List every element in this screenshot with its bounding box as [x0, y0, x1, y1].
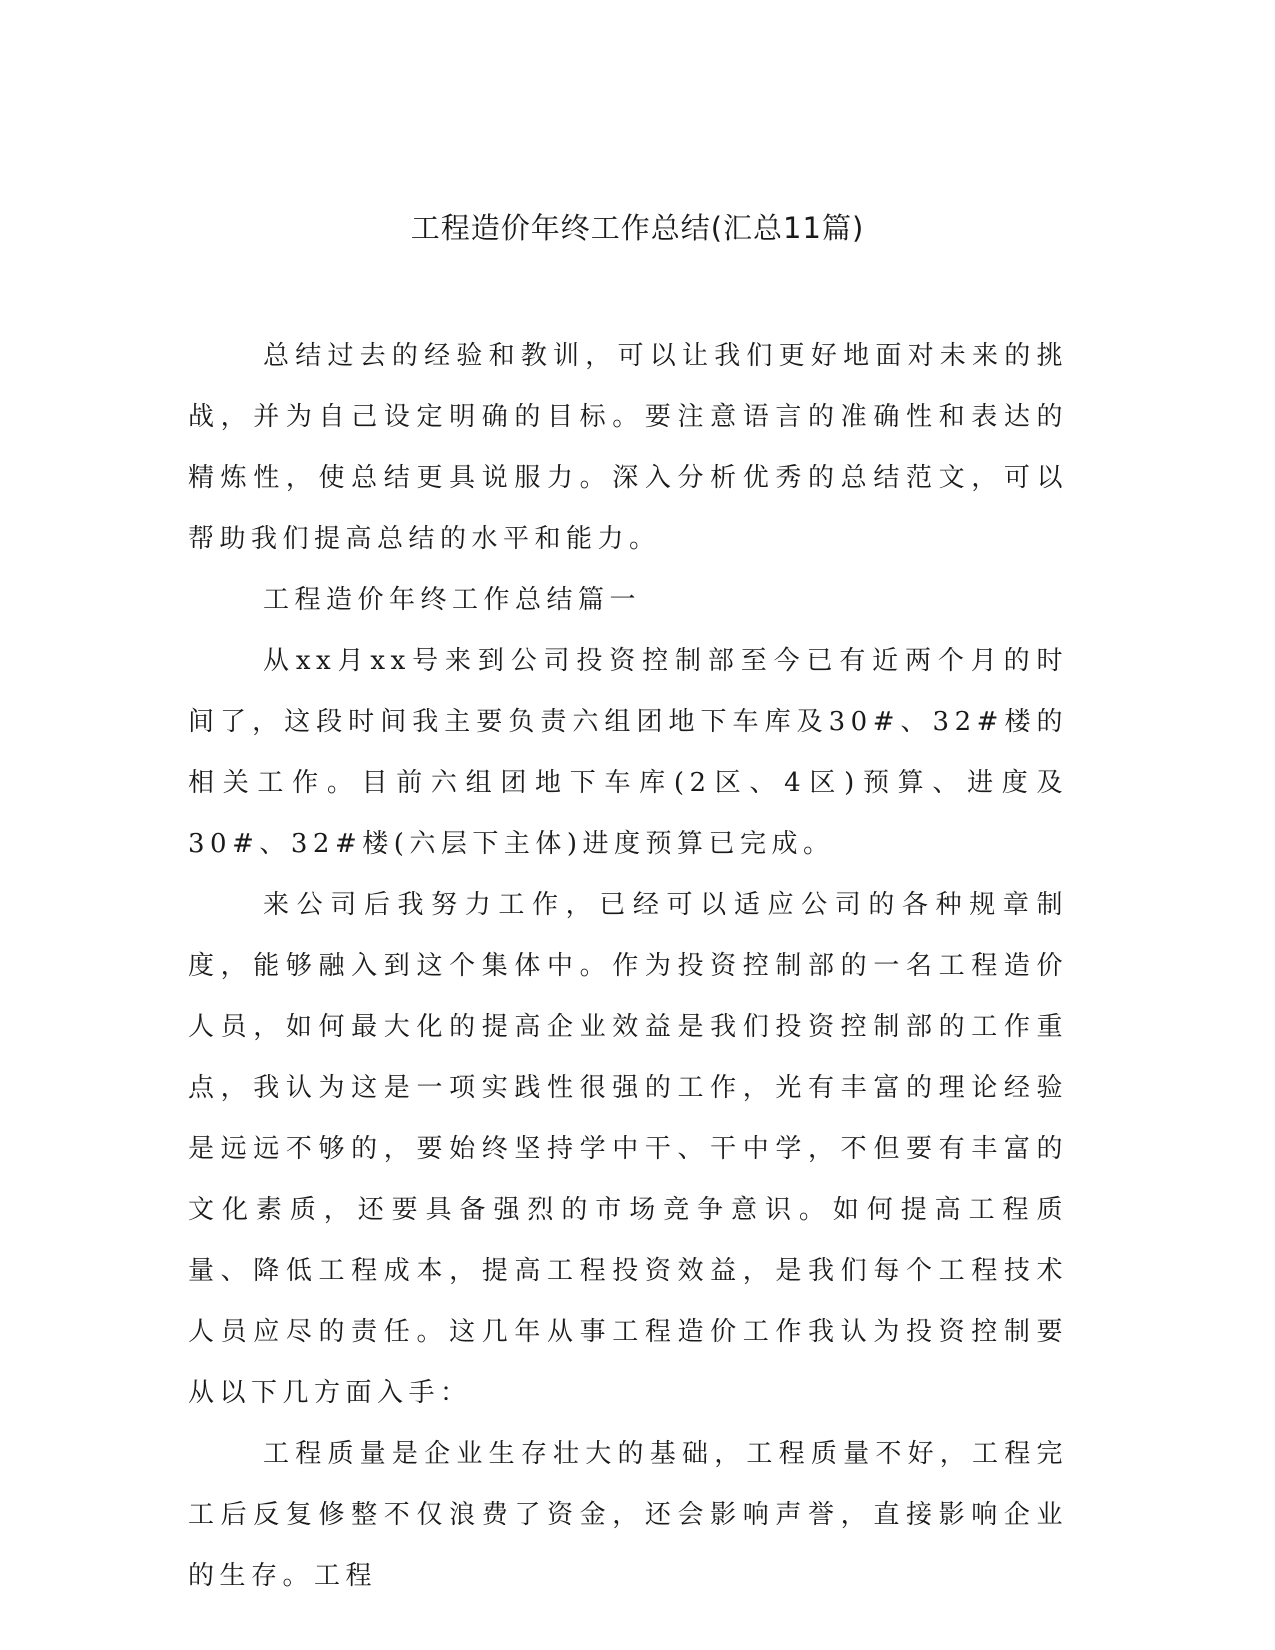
intro-paragraph: 总结过去的经验和教训，可以让我们更好地面对未来的挑战，并为自己设定明确的目标。要注意语言的准确性和表达的精炼性，使总结更具说服力。深入分析优秀的总结范文，可以帮助我们提高总结的水平和能力。	[188, 341, 1068, 554]
document-body	[188, 326, 1068, 1607]
document-title: 工程造价年终工作总结(汇总11篇)	[410, 211, 865, 245]
body-paragraph: 来公司后我努力工作，已经可以适应公司的各种规章制度，能够融入到这个集体中。作为投资控制部的一名工程造价人员，如何最大化的提高企业效益是我们投资控制部的工作重点，我认为这是一项实践性很强的工作，光有丰富的理论经验是远远不够的，要始终坚持学中干、干中学，不但要有丰富的文化素质，还要具备强烈的市场竞争意识。如何提高工程质量、降低工程成本，提高工程投资效益，是我们每个工程技术人员应尽的责任。这几年从事工程造价工作我认为投资控制要从以下几方面入手：	[188, 890, 1068, 1408]
section-heading: 工程造价年终工作总结篇一	[263, 585, 642, 615]
body-paragraph: 从xx月xx号来到公司投资控制部至今已有近两个月的时间了，这段时间我主要负责六组团地下车库及30#、32#楼的相关工作。目前六组团地下车库(2区、4区)预算、进度及30#、32#楼(六层下主体)进度预算已完成。	[188, 646, 1068, 859]
body-paragraph: 工程质量是企业生存壮大的基础，工程质量不好，工程完工后反复修整不仅浪费了资金，还会影响声誉，直接影响企业的生存。工程	[188, 1439, 1068, 1591]
